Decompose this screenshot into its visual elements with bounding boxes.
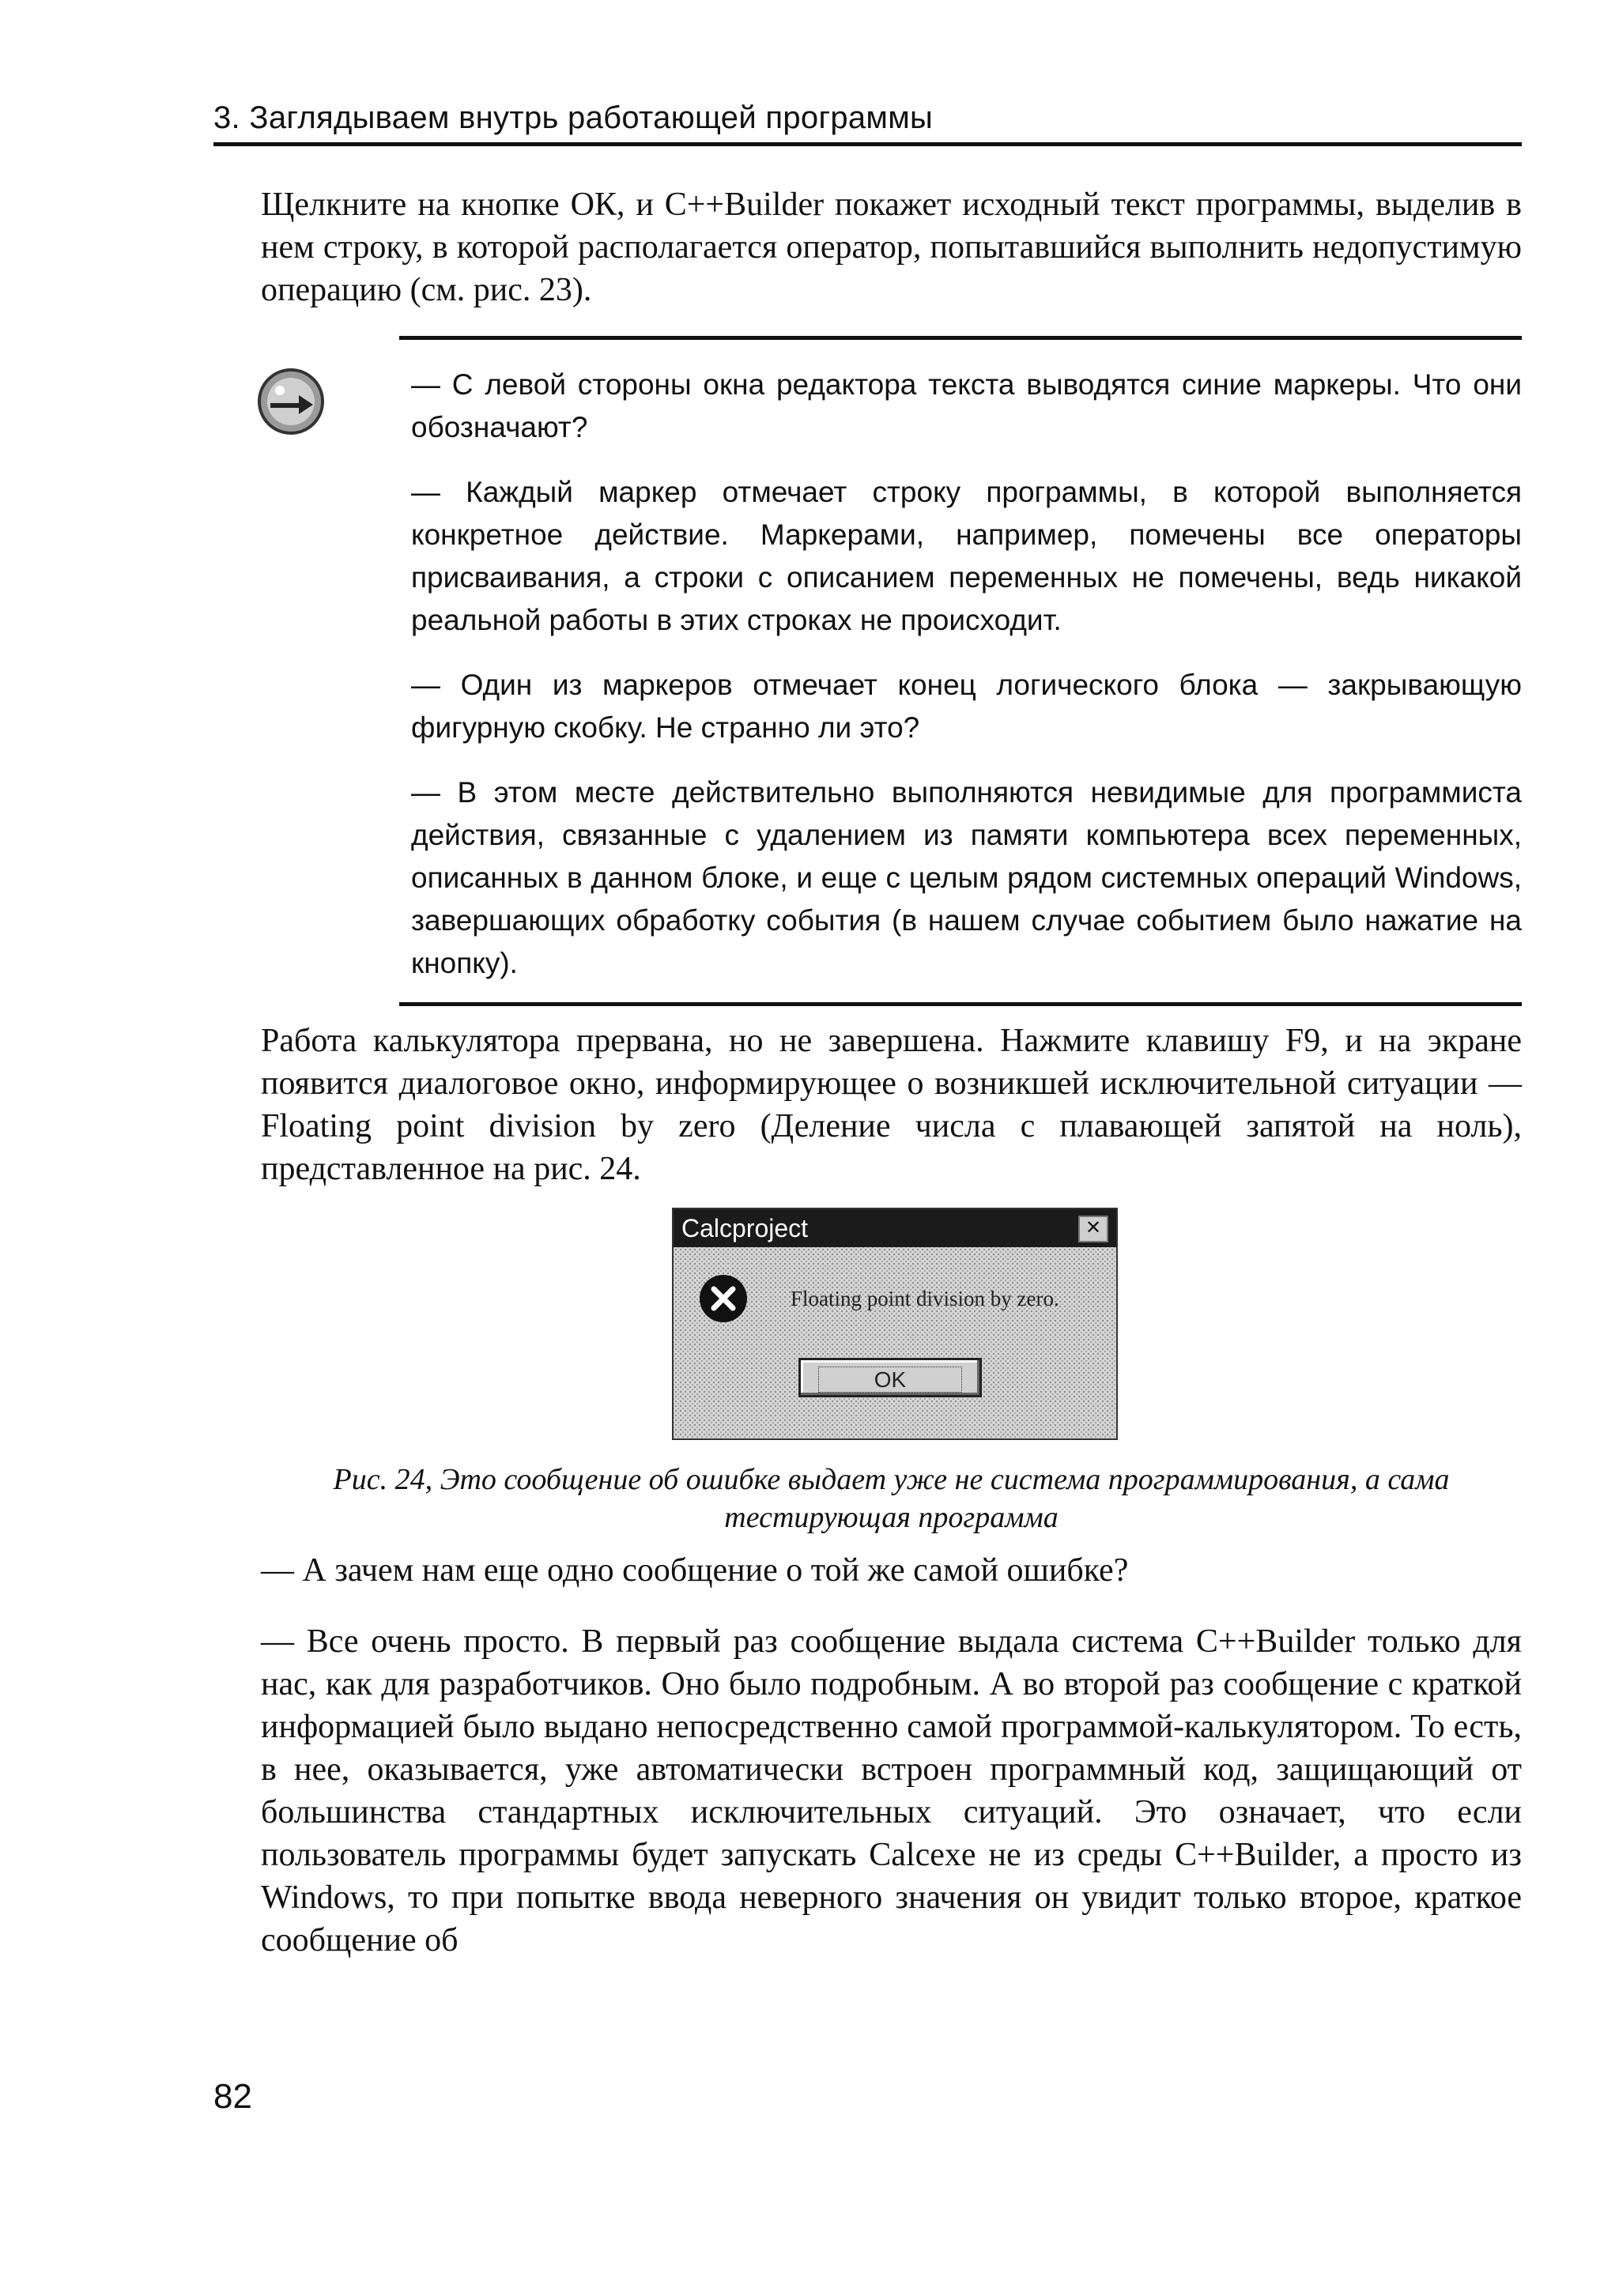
work-paragraph: Работа калькулятора прервана, но не завершена. Нажмите клавишу F9, и на экране появится диалоговое окно, информирующее о возникшей исключительной ситуации — Floating point division by zero (Деление числа с плавающей запятой на ноль), представленное на рис. 24. — [261, 1023, 1522, 1187]
chapter-title: 3. Заглядываем внутрь работающей программы — [213, 100, 934, 135]
error-dialog-screenshot — [672, 1208, 1118, 1440]
dialogue-line: — С левой стороны окна редактора текста выводятся синие маркеры. Что они обозначают? — [411, 368, 1522, 443]
close-icon[interactable]: ✕ — [1078, 1216, 1108, 1242]
dialogue-sidebar — [399, 336, 1522, 1006]
answer-paragraph: — Все очень просто. В первый раз сообщение выдала система C++Builder только для нас, как для разработчиков. Оно было подробным. А во второй раз сообщение с краткой информацией было выдано непосредственно самой программой-калькулятором. То есть, в нее, оказывается, уже автоматически встроен программный код, защищающий от большинства стандартных исключительных ситуаций. Это означает, что если пользователь программы будет запускать Calcexe не из среды C++Builder, а просто из Windows, то при попытке ввода неверного значения он увидит только второе, краткое сообщение об — [261, 1623, 1522, 1959]
window-title: Calcproject — [681, 1214, 809, 1242]
window-titlebar — [674, 1209, 1116, 1247]
dialogue-line: — Один из маркеров отмечает конец логического блока — закрывающую фигурную скобку. Не странно ли это? — [411, 669, 1522, 744]
error-x-icon — [697, 1272, 749, 1325]
dialogue-lines — [411, 364, 1522, 1007]
figure-caption: Рис. 24, Это сообщение об ошибке выдает уже не система программирования, а сама тестирующая программа — [333, 1463, 1450, 1534]
page-number: 82 — [213, 2077, 252, 2116]
error-message: Floating point division by zero. — [791, 1287, 1059, 1310]
ok-button[interactable] — [798, 1358, 982, 1397]
running-header — [213, 87, 1522, 146]
question-paragraph: — А зачем нам еще одно сообщение о той же самой ошибке? — [261, 1552, 1129, 1589]
sidebar-top-rule — [399, 336, 1522, 340]
dialogue-line: — Каждый маркер отмечает строку программы, в которой выполняется конкретное действие. Маркерами, например, помечены все операторы присваивания, а строки с описанием переменных не помечены, ведь никакой реальной работы в этих строках не происходит. — [411, 476, 1522, 636]
ok-button-label: OK — [818, 1367, 962, 1393]
sidebar-bottom-rule — [399, 1002, 1522, 1006]
intro-paragraph: Щелкните на кнопке ОК, и C++Builder покажет исходный текст программы, выделив в нем строку, в которой располагается оператор, попытавшийся выполнить недопустимую операцию (см. рис. 23). — [261, 187, 1522, 308]
pointing-hand-icon — [253, 364, 329, 439]
dialogue-line: — В этом месте действительно выполняются невидимые для программиста действия, связанные с удалением из памяти компьютера всех переменных, описанных в данном блоке, и еще с целым рядом системных операций Windows, завершающих обработку события (в нашем случае событием было нажатие на кнопку). — [411, 776, 1522, 979]
